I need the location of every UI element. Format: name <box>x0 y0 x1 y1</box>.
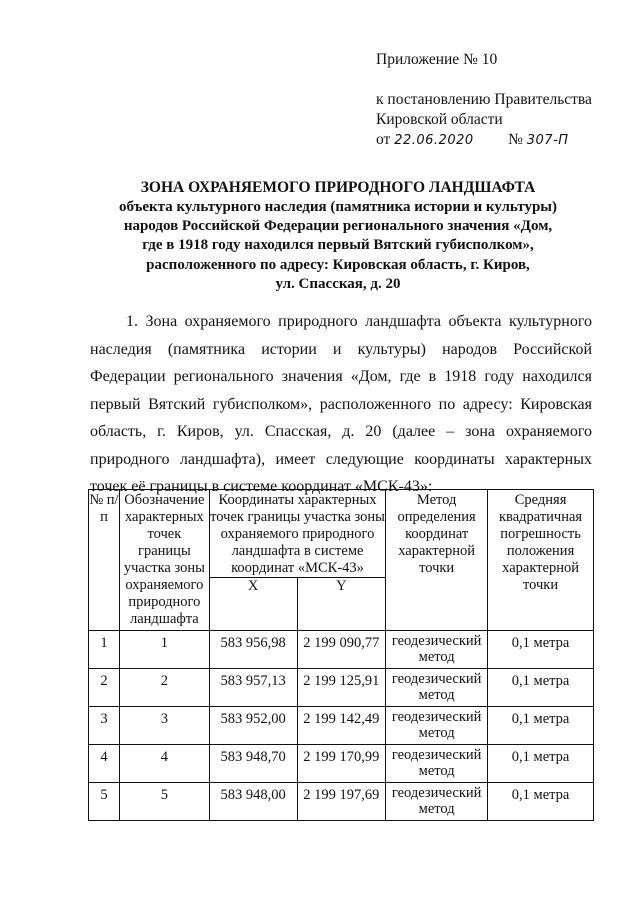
body-text <box>90 308 592 501</box>
cell-x: 583 948,00 <box>209 783 297 821</box>
cell-x: 583 948,70 <box>209 745 297 783</box>
header-error: Средняя квадратичная погрешность положения характерной точки <box>488 490 594 631</box>
cell-x: 583 952,00 <box>209 707 297 745</box>
cell-num: 1 <box>89 631 120 669</box>
table-row <box>89 669 594 707</box>
number-label: № <box>508 131 523 148</box>
cell-error: 0,1 метра <box>488 745 594 783</box>
header-num: № п/п <box>89 490 120 631</box>
title-main: ЗОНА ОХРАНЯЕМОГО ПРИРОДНОГО ЛАНДШАФТА <box>140 179 536 196</box>
annex-line-2: Кировской области <box>376 111 503 128</box>
cell-error: 0,1 метра <box>488 631 594 669</box>
cell-point: 4 <box>119 745 209 783</box>
cell-x: 583 956,98 <box>209 631 297 669</box>
header-x: X <box>209 578 297 631</box>
cell-num: 5 <box>89 783 120 821</box>
document-title <box>78 178 598 294</box>
handwritten-number: 307-П <box>526 133 569 148</box>
cell-error: 0,1 метра <box>488 783 594 821</box>
header-point: Обозначение характерных точек границы участка зоны охраняемого природного ландшафта <box>119 490 209 631</box>
cell-x: 583 957,13 <box>209 669 297 707</box>
cell-error: 0,1 метра <box>488 707 594 745</box>
title-line-3: где в 1918 году находился первый Вятский губисполком», <box>142 237 534 254</box>
table-header-row <box>89 490 594 578</box>
title-line-1: объекта культурного наследия (памятника истории и культуры) <box>118 199 557 215</box>
title-line-2: народов Российской Федерации регионального значения «Дом, <box>123 218 553 235</box>
cell-num: 3 <box>89 707 120 745</box>
annex-block <box>376 90 592 151</box>
cell-y: 2 199 090,77 <box>297 631 386 669</box>
table-row <box>89 783 594 821</box>
header-coords: Координаты характерных точек границы участка зоны охраняемого природного ландшафта в системе координат «МСК-43» <box>209 490 385 578</box>
cell-num: 4 <box>89 745 120 783</box>
table-row <box>89 745 594 783</box>
annex-date-line <box>376 130 592 151</box>
header-method: Метод определения координат характерной точки <box>386 490 488 631</box>
coordinates-table <box>88 489 594 821</box>
cell-y: 2 199 142,49 <box>297 707 386 745</box>
cell-method: геодезический метод <box>386 707 488 745</box>
cell-y: 2 199 197,69 <box>297 783 386 821</box>
cell-point: 5 <box>119 783 209 821</box>
title-line-5: ул. Спасская, д. 20 <box>275 275 401 292</box>
cell-y: 2 199 125,91 <box>297 669 386 707</box>
from-label: от <box>376 131 391 148</box>
annex-title: Приложение № 10 <box>376 51 498 68</box>
table-row <box>89 707 594 745</box>
cell-point: 2 <box>119 669 209 707</box>
cell-point: 1 <box>119 631 209 669</box>
cell-num: 2 <box>89 669 120 707</box>
cell-y: 2 199 170,99 <box>297 745 386 783</box>
annex-line-1: к постановлению Правительства <box>376 91 592 108</box>
table-row <box>89 631 594 669</box>
cell-method: геодезический метод <box>386 745 488 783</box>
header-y: Y <box>297 578 386 631</box>
paragraph-1: 1. Зона охраняемого природного ландшафта объекта культурного наследия (памятника истории и культуры) народов Российской Федерации регионального значения «Дом, где в 1918 году находился первый Вятский губисполком», расположенного по адресу: Кировская область, г. Киров, ул. Спасская, д. 20 (далее – зона охраняемого природного ландшафта), имеет следующие координаты характерных точек её границы в системе координат «МСК-43»: <box>90 313 592 495</box>
handwritten-date: 22.06.2020 <box>394 133 474 148</box>
title-line-4: расположенного по адресу: Кировская область, г. Киров, <box>146 256 530 273</box>
cell-method: геодезический метод <box>386 783 488 821</box>
cell-error: 0,1 метра <box>488 669 594 707</box>
cell-method: геодезический метод <box>386 631 488 669</box>
cell-point: 3 <box>119 707 209 745</box>
cell-method: геодезический метод <box>386 669 488 707</box>
